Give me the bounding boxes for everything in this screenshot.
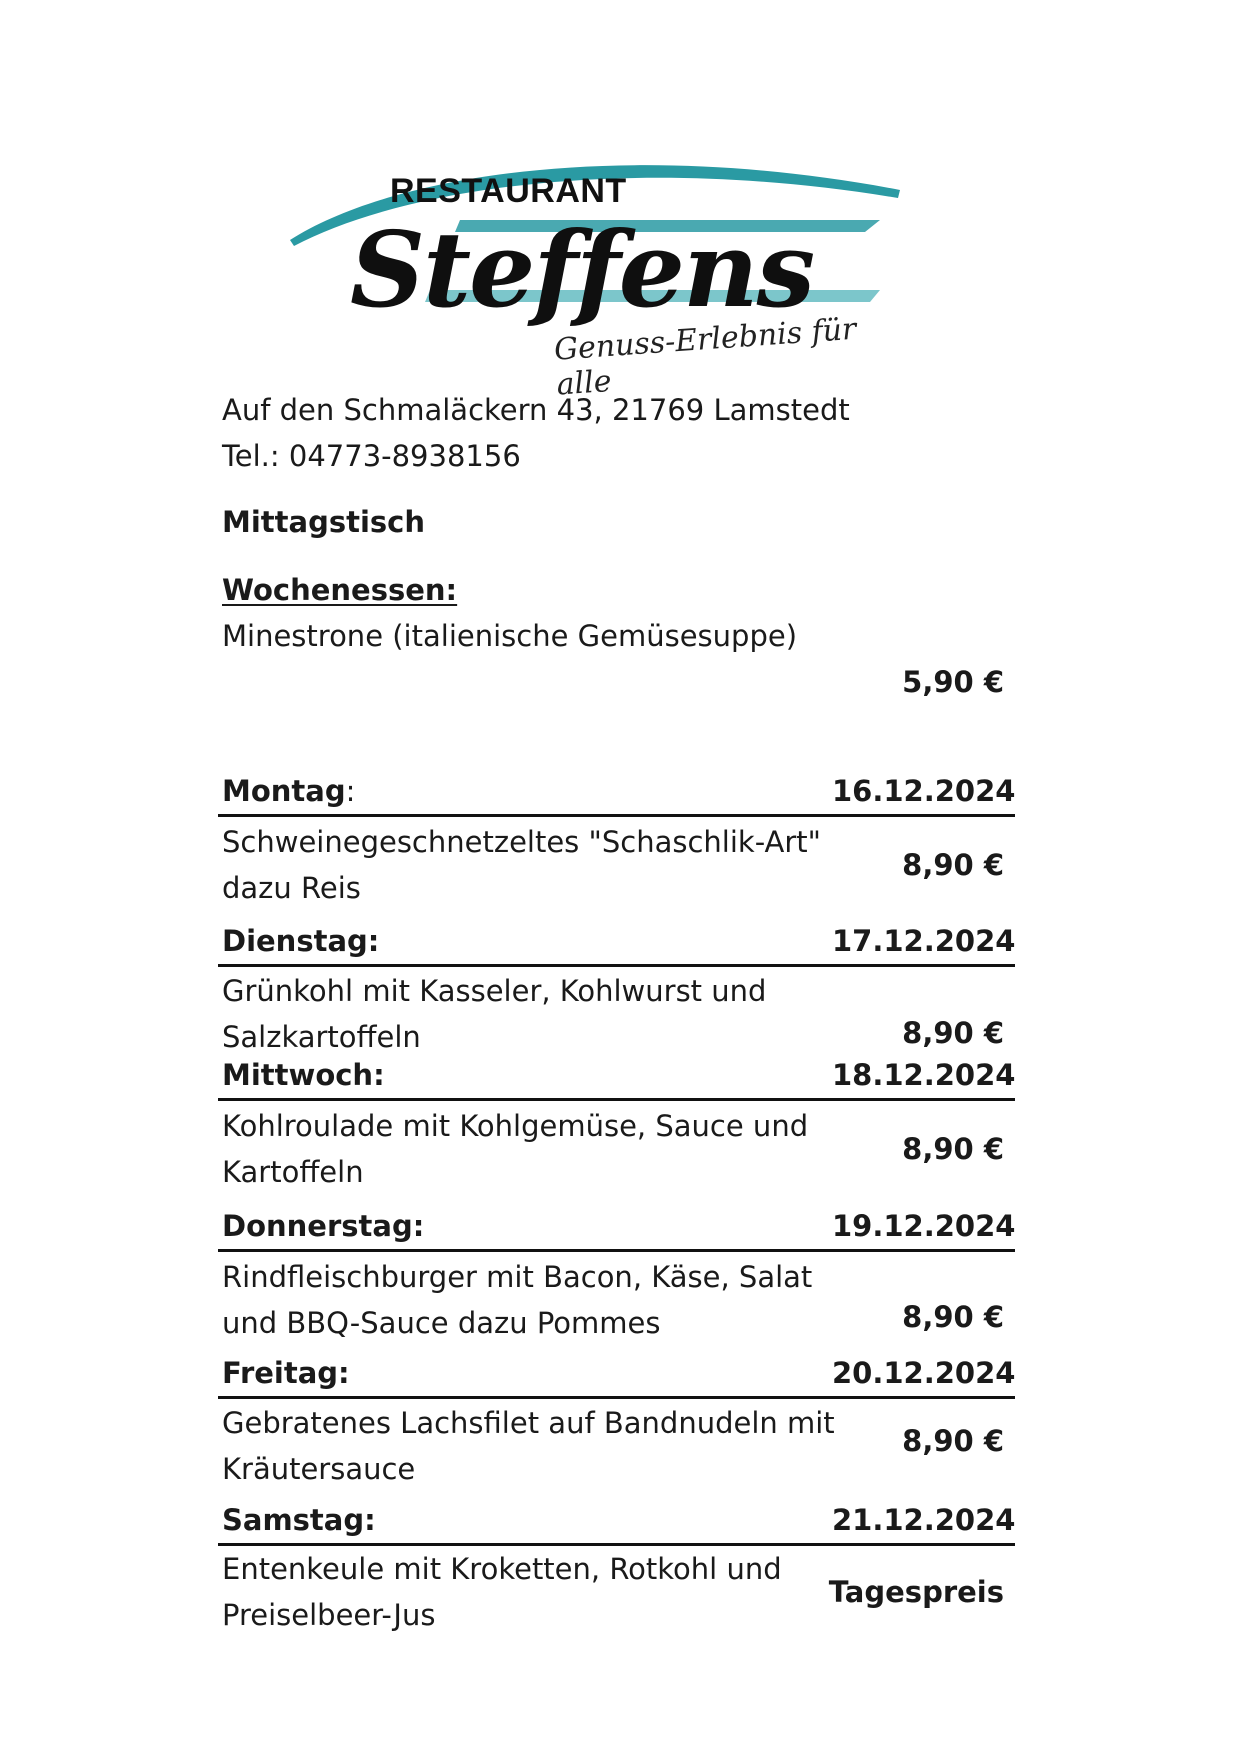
dish-line: Kartoffeln xyxy=(222,1155,364,1189)
day-date: 19.12.2024 xyxy=(832,1209,1016,1243)
divider xyxy=(218,814,1015,817)
day-date: 18.12.2024 xyxy=(832,1058,1016,1092)
dish-price: Tagespreis xyxy=(828,1575,1004,1609)
dish-line: Kräutersauce xyxy=(222,1452,416,1486)
dish-line: Rindfleischburger mit Bacon, Käse, Salat xyxy=(222,1260,813,1294)
day-date: 20.12.2024 xyxy=(832,1356,1016,1390)
address-street: Auf den Schmaläckern 43, 21769 Lamstedt xyxy=(222,393,850,427)
divider xyxy=(218,1249,1015,1252)
dish-line: Salzkartoffeln xyxy=(222,1020,421,1054)
day-date: 17.12.2024 xyxy=(832,924,1016,958)
dish-price: 8,90 € xyxy=(902,1016,1004,1050)
day-name: Dienstag: xyxy=(222,924,380,958)
day-name: Montag xyxy=(222,774,346,808)
dish-line: Gebratenes Lachsfilet auf Bandnudeln mit xyxy=(222,1406,835,1440)
weekly-price: 5,90 € xyxy=(902,665,1004,699)
weekly-label: Wochenessen: xyxy=(222,573,458,607)
day-name: Samstag: xyxy=(222,1503,376,1537)
weekly-dish: Minestrone (italienische Gemüsesuppe) xyxy=(222,619,798,653)
dish-price: 8,90 € xyxy=(902,1424,1004,1458)
dish-price: 8,90 € xyxy=(902,1132,1004,1166)
section-title: Mittagstisch xyxy=(222,505,426,539)
divider xyxy=(218,964,1015,967)
dish-line: Preiselbeer-Jus xyxy=(222,1598,436,1632)
day-colon: : xyxy=(345,774,356,808)
address-phone: Tel.: 04773-8938156 xyxy=(222,439,521,473)
dish-line: Schweinegeschnetzeltes "Schaschlik-Art" xyxy=(222,825,821,859)
day-header xyxy=(222,768,355,814)
dish-line: Grünkohl mit Kasseler, Kohlwurst und xyxy=(222,974,767,1008)
day-date: 21.12.2024 xyxy=(832,1503,1016,1537)
dish-line: dazu Reis xyxy=(222,871,361,905)
divider xyxy=(218,1396,1015,1399)
logo-name-text: Steffens xyxy=(350,208,814,331)
dish-line: Entenkeule mit Kroketten, Rotkohl und xyxy=(222,1552,782,1586)
restaurant-logo xyxy=(280,150,920,403)
dish-line: Kohlroulade mit Kohlgemüse, Sauce und xyxy=(222,1109,809,1143)
dish-price: 8,90 € xyxy=(902,848,1004,882)
dish-price: 8,90 € xyxy=(902,1300,1004,1334)
day-name: Freitag: xyxy=(222,1356,350,1390)
dish-line: und BBQ-Sauce dazu Pommes xyxy=(222,1306,661,1340)
logo-slogan-text: Genuss-Erlebnis für alle xyxy=(553,311,858,403)
day-name: Donnerstag: xyxy=(222,1209,425,1243)
logo-restaurant-text: RESTAURANT xyxy=(390,172,627,210)
divider xyxy=(218,1098,1015,1101)
day-date: 16.12.2024 xyxy=(832,774,1016,808)
day-name: Mittwoch: xyxy=(222,1058,385,1092)
